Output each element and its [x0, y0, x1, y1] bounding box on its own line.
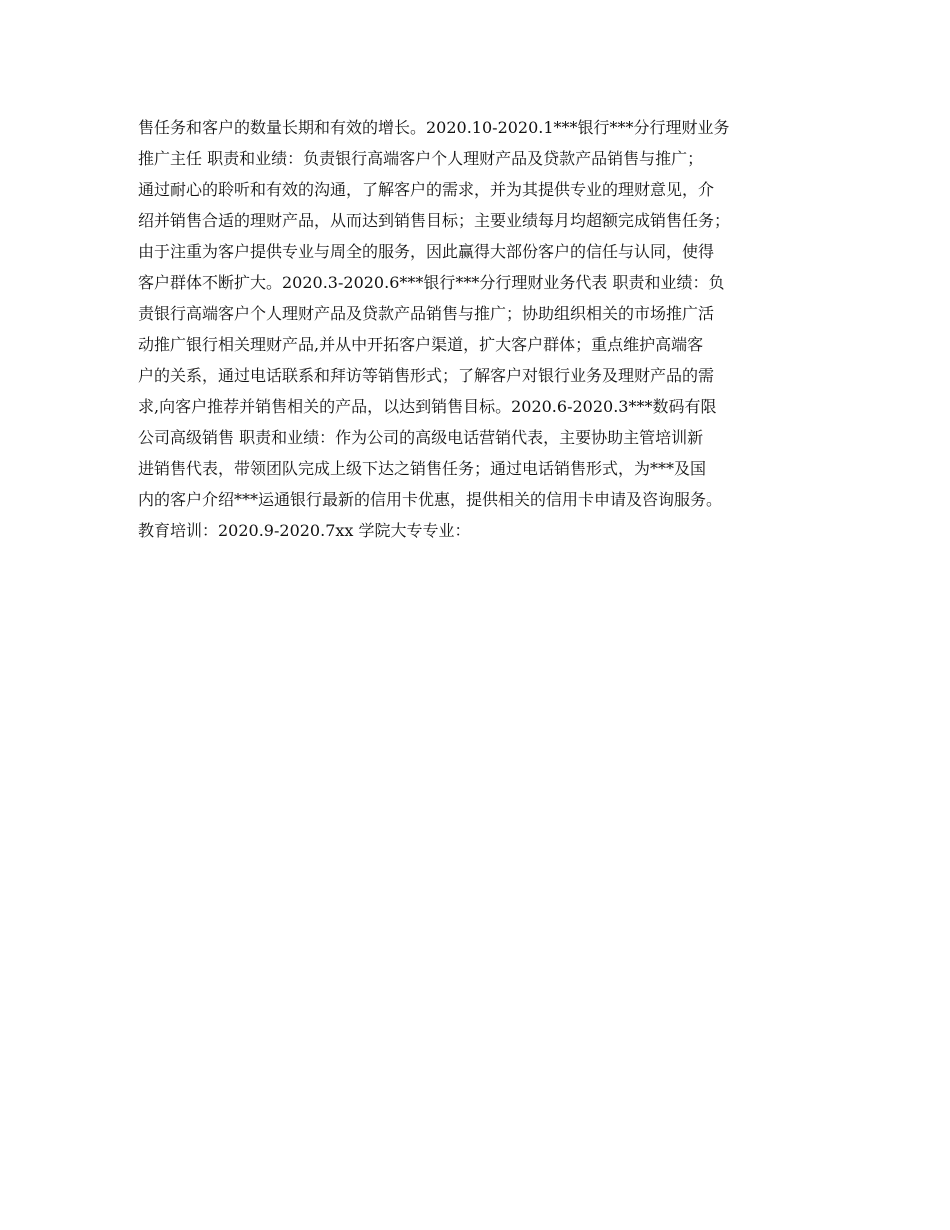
text-line-6: 客户群体不断扩大。2020.3-2020.6***银行***分行理财业务代表 职责和业绩：负 — [138, 273, 725, 292]
text-line-12: 进销售代表，带领团队完成上级下达之销售任务；通过电话销售形式，为***及国 — [138, 459, 707, 478]
text-line-11: 公司高级销售 职责和业绩：作为公司的高级电话营销代表，主要协助主管培训新 — [138, 428, 704, 447]
text-line-3: 通过耐心的聆听和有效的沟通，了解客户的需求，并为其提供专业的理财意见，介 — [138, 180, 715, 199]
text-line-9: 户的关系，通过电话联系和拜访等销售形式；了解客户对银行业务及理财产品的需 — [138, 366, 715, 385]
text-line-4: 绍并销售合适的理财产品，从而达到销售目标；主要业绩每月均超额完成销售任务； — [138, 211, 731, 230]
resume-body-text — [138, 112, 828, 546]
text-line-10: 求,向客户推荐并销售相关的产品，以达到销售目标。2020.6-2020.3***数码有限 — [138, 397, 717, 416]
text-line-7: 责银行高端客户个人理财产品及贷款产品销售与推广；协助组织相关的市场推广活 — [138, 304, 715, 323]
text-line-14: 教育培训：2020.9-2020.7xx 学院大专专业： — [138, 521, 471, 540]
text-line-1: 售任务和客户的数量长期和有效的增长。2020.10-2020.1***银行***分行理财业务 — [138, 118, 730, 137]
text-line-2: 推广主任 职责和业绩：负责银行高端客户个人理财产品及贷款产品销售与推广； — [138, 149, 704, 168]
text-line-5: 由于注重为客户提供专业与周全的服务，因此赢得大部份客户的信任与认同，使得 — [138, 242, 715, 261]
text-line-8: 动推广银行相关理财产品,并从中开拓客户渠道，扩大客户群体；重点维护高端客 — [138, 335, 704, 354]
text-line-13: 内的客户介绍***运通银行最新的信用卡优惠，提供相关的信用卡申请及咨询服务。 — [138, 490, 723, 509]
